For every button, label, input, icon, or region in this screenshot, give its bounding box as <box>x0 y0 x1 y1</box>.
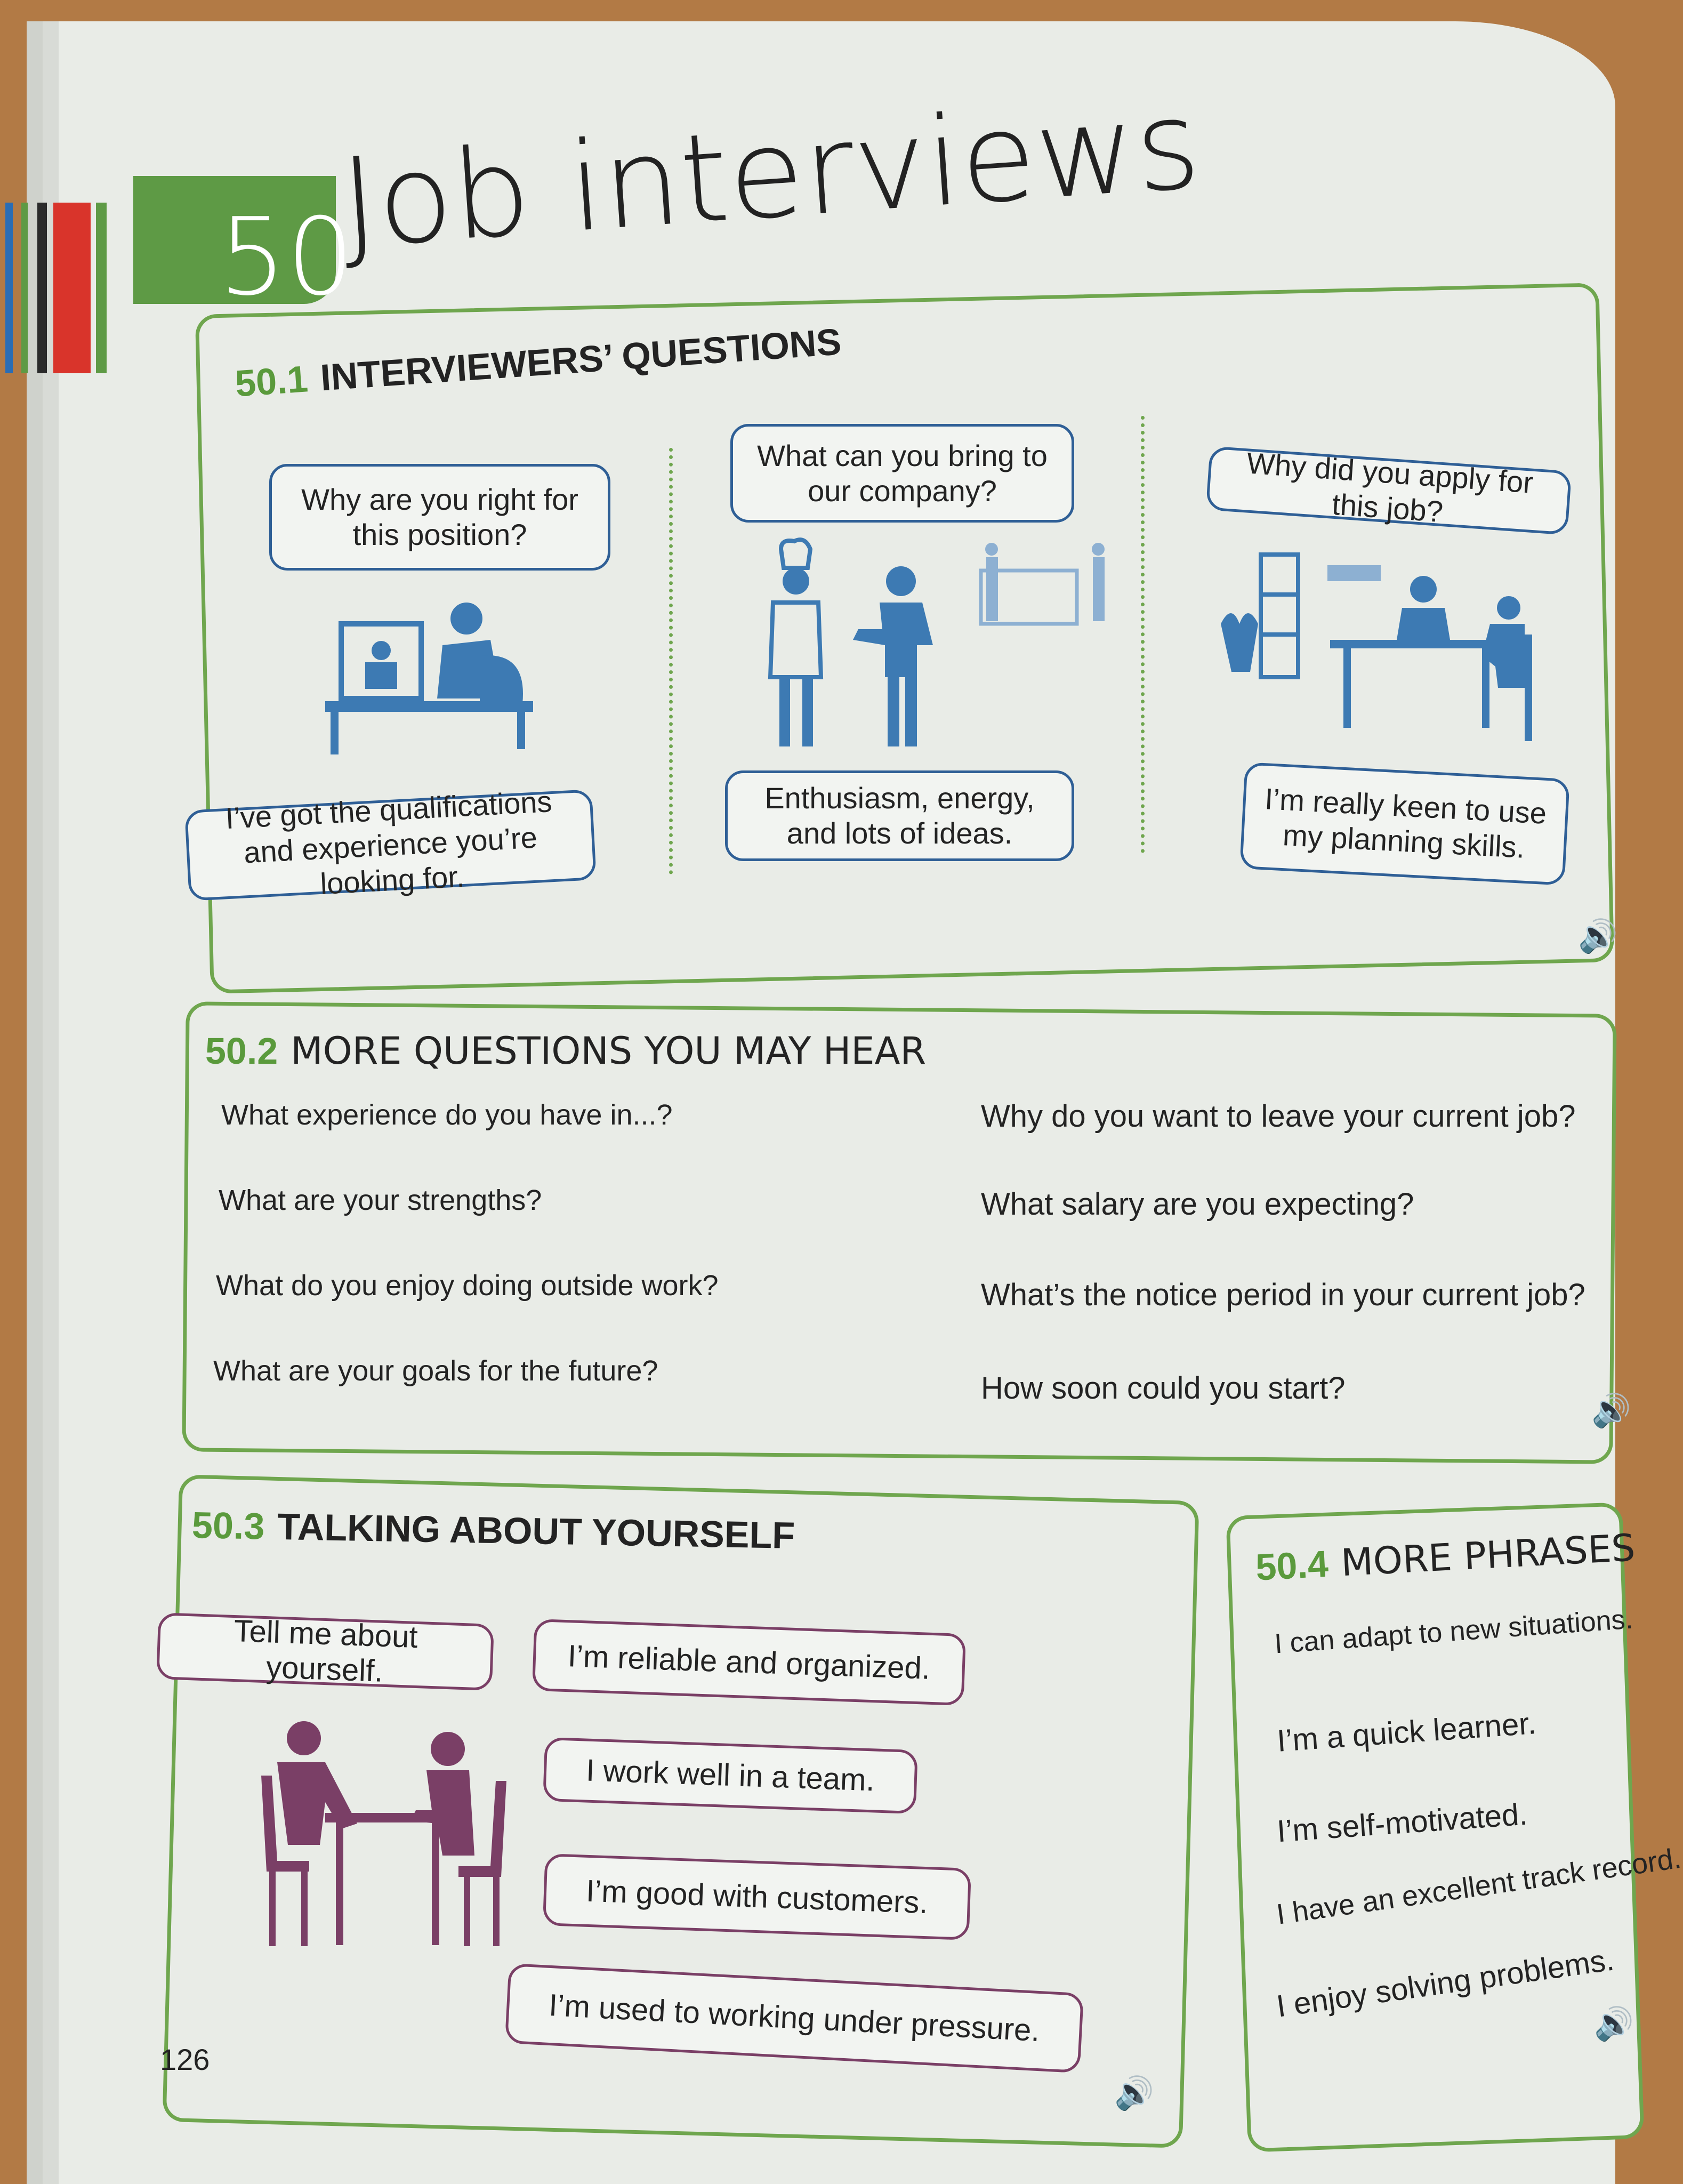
section-2-number: 50.2 <box>205 1030 278 1072</box>
section-3-number: 50.3 <box>191 1504 265 1547</box>
question-bubble: What can you bring to our company? <box>730 424 1074 523</box>
section-3-title: TALKING ABOUT YOURSELF <box>277 1505 795 1556</box>
chapter-title: Job interviews <box>336 74 1205 276</box>
answer-bubble: I’m reliable and organized. <box>532 1619 966 1706</box>
phrase-item: I enjoy solving problems. <box>1274 1942 1616 2024</box>
chapter-number-tab <box>133 176 355 319</box>
interview-desk-icon <box>1210 539 1551 752</box>
question-bubble: Why did you apply for this job? <box>1206 446 1572 535</box>
phrase-item: I have an excellent track record. <box>1274 1842 1683 1931</box>
prompt-bubble: Tell me about yourself. <box>156 1612 494 1691</box>
question-left: What are your strengths? <box>219 1184 542 1216</box>
section-2-heading <box>205 1029 926 1073</box>
question-right: How soon could you start? <box>981 1371 1346 1406</box>
section-2-title: MORE QUESTIONS YOU MAY HEAR <box>291 1029 927 1073</box>
answer-bubble: I work well in a team. <box>543 1737 918 1814</box>
phrase-item: I can adapt to new situations. <box>1273 1603 1634 1660</box>
chef-and-manager-icon <box>757 539 1120 752</box>
question-left: What are your goals for the future? <box>213 1355 658 1387</box>
answer-bubble: Enthusiasm, energy, and lots of ideas. <box>725 770 1074 861</box>
section-1-title: INTERVIEWERS’ QUESTIONS <box>319 320 843 399</box>
question-bubble: Why are you right for this position? <box>269 464 610 571</box>
section-1-divider <box>1141 416 1145 853</box>
question-right: What salary are you expecting? <box>981 1187 1414 1222</box>
answer-bubble: I’m really keen to use my planning skills. <box>1239 762 1570 886</box>
audio-icon[interactable]: 🔊 <box>1591 1393 1631 1428</box>
audio-icon[interactable]: 🔊 <box>1114 2075 1154 2111</box>
question-right: Why do you want to leave your current job? <box>981 1099 1576 1134</box>
answer-bubble: I’m used to working under pressure. <box>505 1963 1084 2073</box>
interview-table-icon <box>256 1717 512 1952</box>
audio-icon[interactable]: 🔊 <box>1578 918 1618 954</box>
section-4-title: MORE PHRASES <box>1340 1525 1637 1585</box>
answer-bubble: I’ve got the qualifications and experience you’re looking for. <box>184 789 597 901</box>
phrase-item: I’m self-motivated. <box>1276 1796 1529 1849</box>
question-left: What experience do you have in...? <box>221 1099 673 1131</box>
page-edge-tabs <box>0 203 139 373</box>
audio-icon[interactable]: 🔊 <box>1594 2006 1634 2042</box>
section-4-number: 50.4 <box>1254 1543 1330 1588</box>
phrase-item: I’m a quick learner. <box>1276 1706 1537 1759</box>
chapter-number: 50 <box>219 195 355 319</box>
section-1-divider <box>669 448 673 874</box>
section-1-number: 50.1 <box>233 358 310 405</box>
answer-bubble: I’m good with customers. <box>543 1853 971 1940</box>
question-left: What do you enjoy doing outside work? <box>216 1270 719 1302</box>
question-right: What’s the notice period in your current job? <box>981 1278 1585 1312</box>
video-call-icon <box>320 597 544 757</box>
page-number: 126 <box>160 2043 210 2076</box>
